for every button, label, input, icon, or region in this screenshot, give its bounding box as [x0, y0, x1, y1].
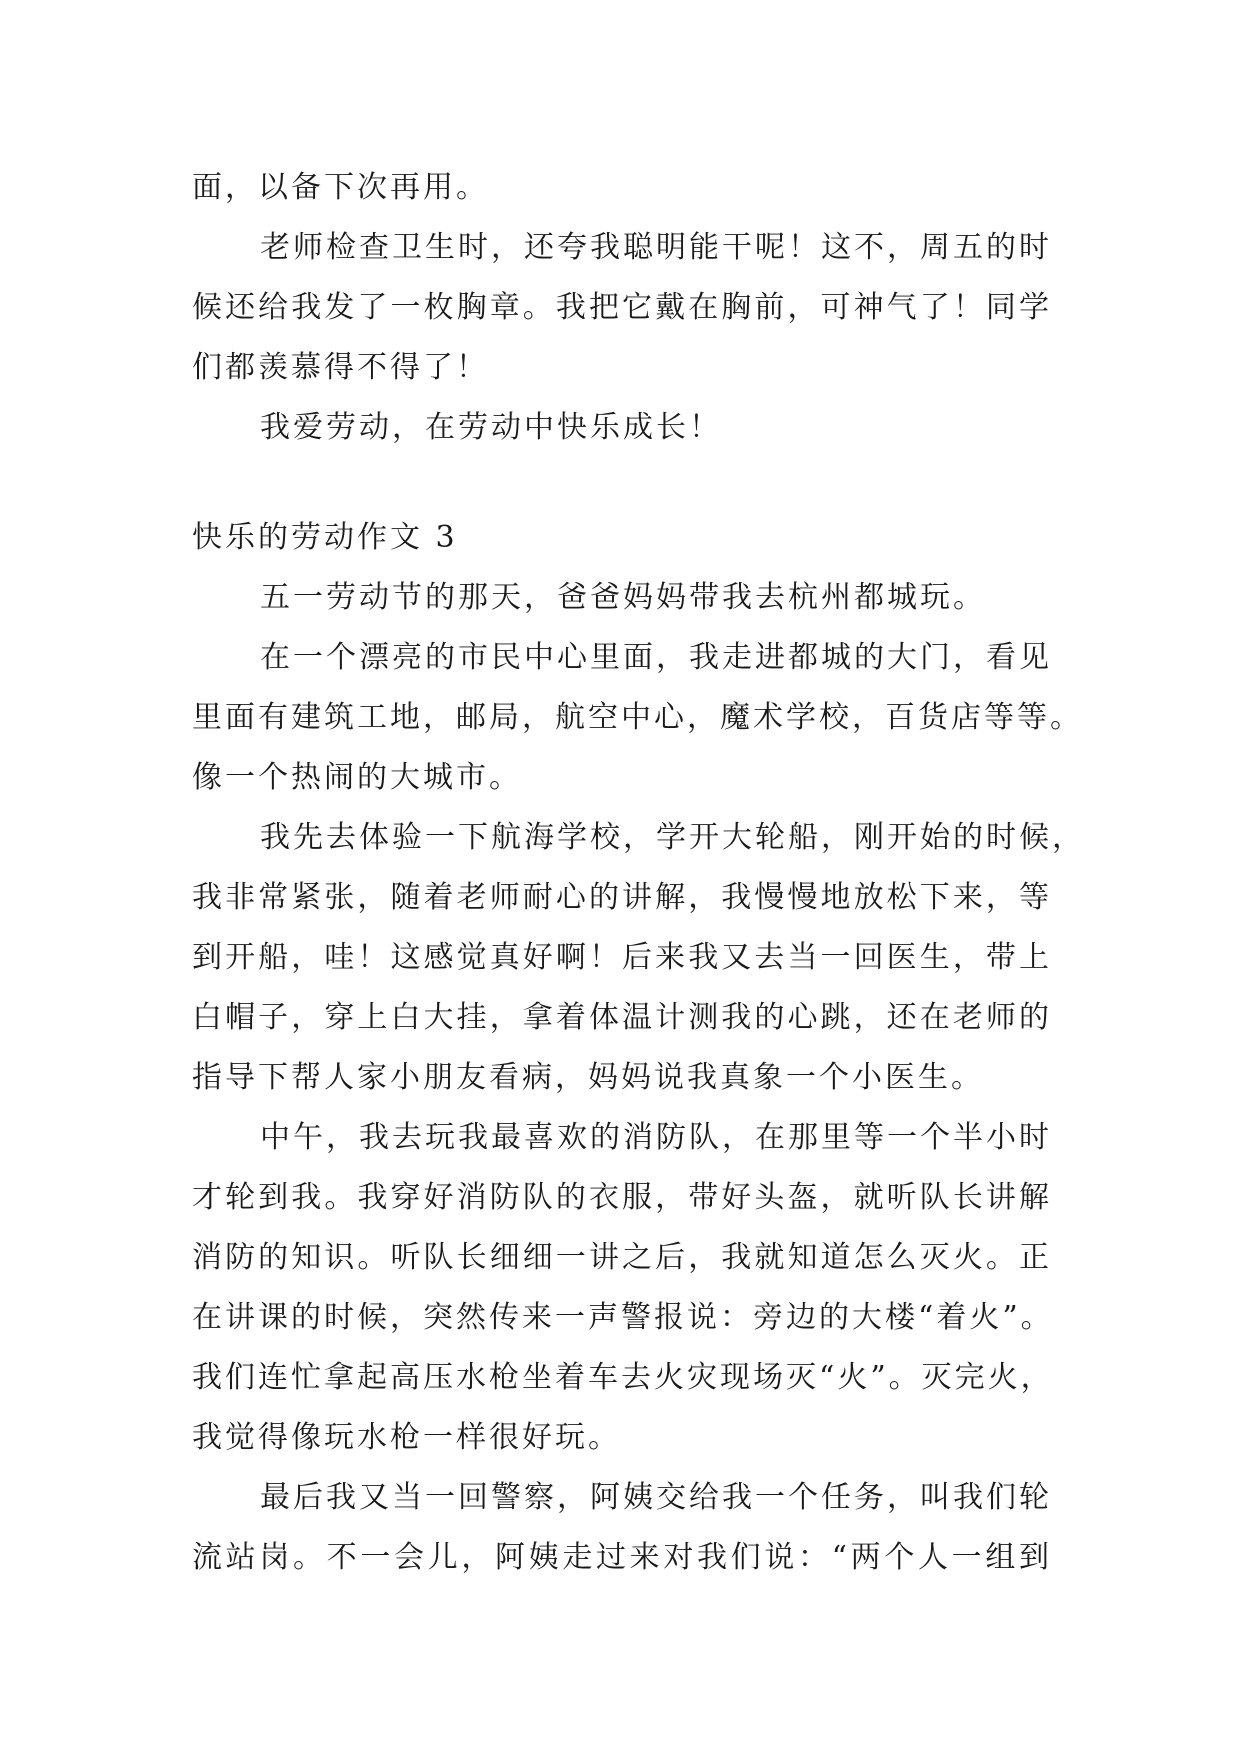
text-line: 面，以备下次再用。 — [192, 170, 489, 205]
text-line: 我爱劳动，在劳动中快乐成长！ — [260, 410, 722, 445]
text-line: 才轮到我。我穿好消防队的衣服，带好头盔，就听队长讲解 — [192, 1180, 1052, 1215]
text-line: 中午，我去玩我最喜欢的消防队，在那里等一个半小时 — [260, 1120, 1052, 1155]
text-line: 我们连忙拿起高压水枪坐着车去火灾现场灭“火”。灭完火， — [192, 1360, 1054, 1395]
text-line: 五一劳动节的那天，爸爸妈妈带我去杭州都城玩。 — [260, 580, 986, 615]
section-b — [192, 568, 1085, 1588]
text-line: 流站岗。不一会儿，阿姨走过来对我们说：“两个人一组到 — [192, 1540, 1052, 1575]
text-line: 消防的知识。听队长细细一讲之后，我就知道怎么灭火。正 — [192, 1240, 1052, 1275]
text-line: 在一个漂亮的市民中心里面，我走进都城的大门，看见 — [260, 640, 1052, 675]
article-heading-block — [192, 508, 1052, 568]
text-line: 像一个热闹的大城市。 — [192, 760, 522, 795]
text-line: 白帽子，穿上白大挂，拿着体温计测我的心跳，还在老师的 — [192, 1000, 1052, 1035]
text-line: 我非常紧张，随着老师耐心的讲解，我慢慢地放松下来，等 — [192, 880, 1052, 915]
text-line: 我觉得像玩水枪一样很好玩。 — [192, 1420, 621, 1455]
text-line: 候还给我发了一枚胸章。我把它戴在胸前，可神气了！同学 — [192, 290, 1052, 325]
text-line: 们都羡慕得不得了！ — [192, 350, 489, 385]
text-line: 最后我又当一回警察，阿姨交给我一个任务，叫我们轮 — [260, 1480, 1052, 1515]
text-line: 到开船，哇！这感觉真好啊！后来我又去当一回医生，带上 — [192, 940, 1052, 975]
article-heading: 快乐的劳动作文 3 — [192, 520, 458, 555]
text-line: 老师检查卫生时，还夸我聪明能干呢！这不，周五的时 — [260, 230, 1052, 265]
section-a — [192, 158, 1052, 458]
text-line: 里面有建筑工地，邮局，航空中心，魔术学校，百货店等等。 — [192, 700, 1083, 735]
text-line: 指导下帮人家小朋友看病，妈妈说我真象一个小医生。 — [192, 1060, 984, 1095]
text-line: 在讲课的时候，突然传来一声警报说：旁边的大楼“着火”。 — [192, 1300, 1054, 1335]
text-line: 我先去体验一下航海学校，学开大轮船，刚开始的时候， — [260, 820, 1085, 855]
